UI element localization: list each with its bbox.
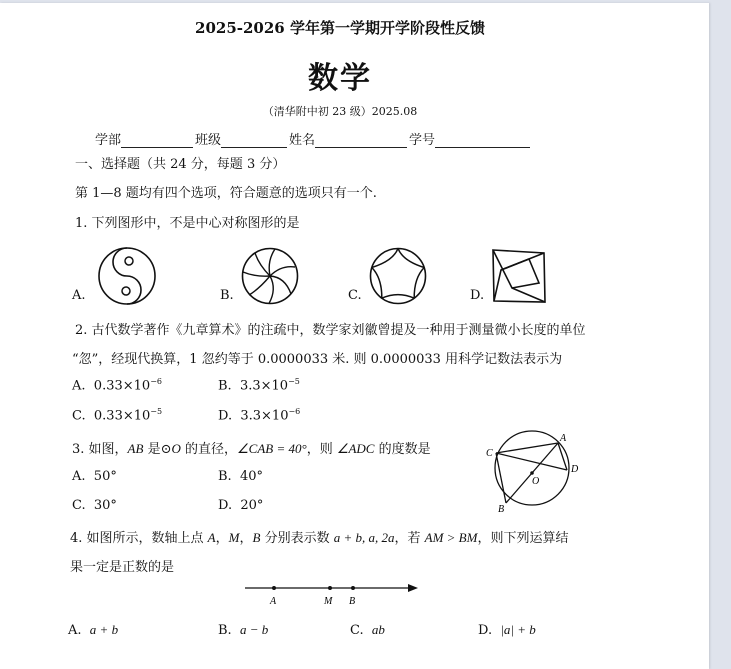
class-blank — [221, 135, 287, 148]
q4-point-b: B — [252, 530, 261, 545]
section-instruction: 第 1—8 题均有四个选项，符合题意的选项只有一个. — [75, 186, 377, 201]
axis-point-b — [351, 586, 355, 590]
number-line-figure — [240, 580, 425, 608]
question-2-stem-line-1: 2. 古代数学著作《九章算术》的注疏中，数学家刘徽曾提及一种用于测量微小长度的单位 — [75, 323, 586, 338]
q2-option-c-letter: C. — [72, 408, 86, 424]
q4-option-c-letter: C. — [350, 623, 364, 638]
yin-yang-figure — [96, 247, 158, 305]
q4-condition: AM > BM — [424, 530, 478, 545]
q2-option-a-base: 0.33×10 — [93, 378, 151, 394]
student-info-row — [95, 129, 532, 148]
q1-option-b-label: B. — [220, 288, 234, 303]
q2-option-a-letter: A. — [72, 378, 86, 394]
q3-option-b-value: 40° — [239, 469, 263, 484]
q4-option-a — [68, 622, 118, 638]
q2-option-d-base: 3.3×10 — [240, 408, 289, 424]
q4-option-d-value: |a| + b — [500, 622, 536, 637]
q1-option-d-label: D. — [470, 288, 485, 303]
q4-option-b — [218, 622, 268, 638]
q3-angle-cab: ∠CAB = 40° — [237, 441, 307, 456]
q4-stem-mid2: ，若 — [394, 531, 425, 546]
q2-option-c-exp: −5 — [150, 407, 163, 416]
q2-option-d — [218, 407, 300, 423]
q3-option-b — [218, 469, 263, 484]
q3-option-a — [72, 469, 117, 484]
figure-label-c: C — [486, 448, 493, 459]
document-page — [0, 3, 709, 669]
q3-option-c — [72, 498, 117, 513]
nested-squares-figure — [491, 248, 547, 304]
q2-option-b-exp: −5 — [288, 377, 300, 386]
q3-option-c-letter: C. — [72, 498, 86, 513]
q4-numbers: a + b, a, 2a — [333, 530, 395, 545]
q3-option-d — [218, 498, 263, 513]
q4-option-c-value: ab — [371, 622, 385, 637]
axis-point-m — [328, 586, 332, 590]
question-1-stem: 1. 下列图形中，不是中心对称图形的是 — [75, 216, 300, 231]
axis-label-b: B — [349, 596, 356, 607]
field-label-class: 班级 — [195, 133, 222, 148]
q3-stem-mid2: 的直径， — [180, 442, 237, 457]
question-4-stem-line-2: 果一定是正数的是 — [70, 560, 175, 575]
q2-option-a-exp: −6 — [150, 377, 162, 386]
exam-title: 2025-2026 学年第一学期开学阶段性反馈 — [195, 19, 485, 37]
q4-sep1: ， — [215, 531, 229, 546]
q1-option-a-label: A. — [72, 288, 86, 303]
circle-geometry-figure — [486, 430, 588, 515]
q4-point-m: M — [228, 530, 240, 545]
field-label-student-id: 学号 — [409, 133, 436, 148]
axis-label-m: M — [324, 596, 333, 607]
q2-option-d-letter: D. — [218, 408, 233, 424]
pentagon-arcs-circle-figure — [369, 247, 427, 305]
axis-label-a: A — [270, 596, 277, 607]
q3-option-a-value: 50° — [93, 469, 117, 484]
field-label-department: 学部 — [95, 133, 122, 148]
q4-option-a-letter: A. — [68, 623, 82, 638]
q4-option-a-value: a + b — [89, 622, 119, 637]
q3-option-b-letter: B. — [218, 469, 232, 484]
q3-angle-adc: ∠ADC — [336, 441, 375, 456]
q3-option-d-letter: D. — [218, 498, 233, 513]
q2-option-b — [218, 377, 300, 393]
q2-option-a — [72, 377, 162, 393]
q2-option-b-letter: B. — [218, 378, 232, 394]
question-4-stem-line-1 — [70, 527, 568, 546]
q4-stem-mid: 分别表示数 — [260, 531, 334, 546]
pinwheel-circle-figure — [241, 247, 299, 305]
axis-point-a — [272, 586, 276, 590]
figure-label-b: B — [498, 504, 505, 515]
q2-option-b-base: 3.3×10 — [239, 378, 289, 394]
q4-option-d-letter: D. — [478, 623, 493, 638]
q2-option-c-base: 0.33×10 — [93, 408, 151, 424]
q1-option-c-label: C. — [348, 288, 362, 303]
section-heading: 一、选择题（共 24 分，每题 3 分） — [75, 157, 286, 172]
subject-title: 数学 — [308, 61, 372, 96]
q3-stem-mid1: 是⊙ — [143, 442, 172, 457]
exam-subtitle: （清华附中初 23 级）2025.08 — [262, 105, 418, 118]
name-blank — [315, 135, 407, 148]
figure-label-o: O — [532, 476, 540, 487]
figure-label-d: D — [571, 464, 579, 475]
q3-segment-ab: AB — [127, 441, 144, 456]
q4-sep2: ， — [239, 531, 253, 546]
figure-label-a: A — [560, 433, 567, 444]
q2-option-c — [72, 407, 162, 423]
q4-option-c — [350, 622, 385, 638]
student-id-blank — [435, 135, 530, 148]
q4-stem-post: ，则下列运算结 — [477, 531, 569, 546]
q4-option-d — [478, 622, 536, 638]
q3-circle-o: O — [171, 441, 181, 456]
q3-option-a-letter: A. — [72, 469, 86, 484]
q4-option-b-letter: B. — [218, 623, 232, 638]
q3-stem-pre: 3. 如图， — [72, 442, 128, 457]
q3-option-c-value: 30° — [93, 498, 117, 513]
q4-stem-pre: 4. 如图所示，数轴上点 — [70, 531, 208, 546]
q4-option-b-value: a − b — [239, 622, 269, 637]
question-2-stem-line-2: “忽”，经现代换算，1 忽约等于 0.0000033 米. 则 0.0000033 用科学记数法表示为 — [72, 352, 563, 367]
department-blank — [121, 135, 193, 148]
field-label-name: 姓名 — [289, 133, 316, 148]
q3-stem-post: 的度数是 — [374, 442, 431, 457]
q3-stem-mid3: ，则 — [306, 442, 337, 457]
q3-option-d-value: 20° — [240, 498, 264, 513]
q4-point-a: A — [207, 530, 216, 545]
question-3-stem — [72, 438, 431, 457]
q2-option-d-exp: −6 — [288, 407, 301, 416]
